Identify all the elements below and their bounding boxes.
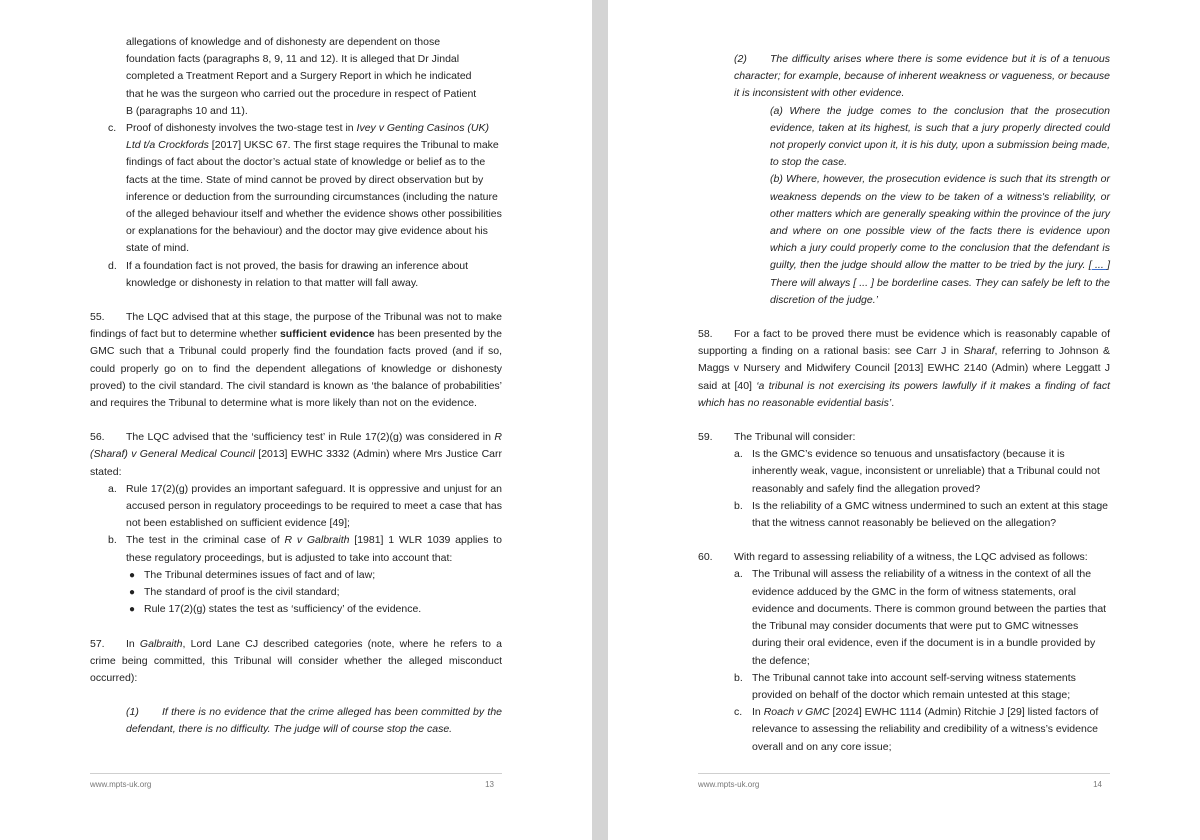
page-footer: [90, 773, 502, 789]
page-footer: [698, 773, 1110, 789]
paragraph-55: 55. The LQC advised that at this stage, the purpose of the Tribunal was not to make findings of fact but to determine whether sufficient evidence has been presented by the GMC such that a Tribunal could properly find the foundation facts proved (and if so, could properly go on to find the dependent allegations of knowledge or dishonesty proved) to the civil standard. The civil standard is known as ‘the balance of probabilities’ and requires the Tribunal to determine what is more likely than not on the evidence.: [90, 311, 503, 410]
paragraph-60-item-a: a. The Tribunal will assess the reliability of a witness in the context of all the evidence adduced by the GMC in the form of witness statements, oral evidence and documents. There is common ground between the parties that the Tribunal may consider documents that were put to GMC witnesses during their oral evidence, even if the document is in a bundle provided by the defence;: [734, 568, 1107, 667]
paragraph-58: 58. For a fact to be proved there must be evidence which is reasonably capable of supporting a finding on a rational basis: see Carr J in Sharaf, referring to Johnson & Maggs v Nursery and Midwifery Council [2013] EWHC 2140 (Admin) where Leggatt J said at [40] ‘a tribunal is not exercising its powers lawfully if it makes a finding of fact which has no reasonable evidential basis’.: [698, 328, 1111, 409]
bullet-item: ● The Tribunal determines issues of fact and of law;: [90, 567, 502, 584]
intro-continuation: allegations of knowledge and of dishonesty are dependent on those foundation facts (paragraphs 8, 9, 11 and 12). It is alleged that Dr Jindal completed a Treatment Report and a Surgery Report in which he indicated that he was the surgeon who carried out the procedure in respect of Patient B (paragraphs 10 and 11).: [126, 36, 477, 117]
paragraph-56-item-a: a. Rule 17(2)(g) provides an important safeguard. It is oppressive and unjust for an accused person in regulatory proceedings to be required to meet a case that has not been established on sufficient evidence [49];: [108, 482, 502, 530]
paragraph-57: 57. In Galbraith, Lord Lane CJ described categories (note, where he refers to a crime being committed, this Tribunal will consider whether the alleged misconduct occurred):: [90, 637, 502, 684]
bullet-item: ● The standard of proof is the civil standard;: [90, 584, 502, 601]
page-number: 13: [485, 780, 494, 789]
bullet-dot-icon: ●: [129, 569, 136, 581]
list-item-c: c. Proof of dishonesty involves the two-stage test in Ivey v Genting Casinos (UK) Ltd t/a Crockfords [2017] UKSC 67. The first stage requires the Tribunal to make findings of fact about the doctor’s actual state of knowledge or belief as to the facts at the time. State of mind cannot be proved by direct observation but by inference or deduction from the surrounding circumstances (including the nature of the alleged behaviour itself and whether the evidence shows other possibilities or explanations for the behaviour) and the doctor may give evidence about his state of mind.: [108, 122, 502, 255]
paragraph-60: 60. With regard to assessing reliability of a witness, the LQC advised as follows:: [698, 551, 1088, 564]
galbraith-quote-2a: (a) Where the judge comes to the conclusion that the prosecution evidence, taken at its highest, is such that a jury properly directed could not properly convict upon it, it is his duty, upon a submission being made, to stop the case.: [770, 104, 1110, 169]
paragraph-56: 56. The LQC advised that the ‘sufficiency test’ in Rule 17(2)(g) was considered in R (Sharaf) v General Medical Council [2013] EWHC 3332 (Admin) where Mrs Justice Carr stated:: [90, 431, 502, 478]
bullet-dot-icon: ●: [129, 587, 136, 599]
document-page-14: [608, 0, 1200, 840]
page-13-body: [90, 34, 502, 739]
bullet-item: ● Rule 17(2)(g) states the test as ‘sufficiency’ of the evidence.: [90, 601, 502, 618]
paragraph-59-item-b: b. Is the reliability of a GMC witness undermined to such an extent at this stage that the witness cannot reasonably be believed on the allegation?: [734, 499, 1109, 530]
galbraith-quote-2: (2) The difficulty arises where there is some evidence but it is of a tenuous character; for example, because of inherent weakness or vagueness, or because it is inconsistent with other evidence.: [734, 53, 1110, 100]
bullet-dot-icon: ●: [129, 604, 136, 616]
footer-site: www.mpts-uk.org: [90, 780, 152, 789]
page-14-body: [698, 51, 1110, 756]
document-page-13: [0, 0, 592, 840]
paragraph-60-item-b: b. The Tribunal cannot take into account self-serving witness statements provided on behalf of the doctor which remain untested at this stage;: [734, 671, 1076, 701]
galbraith-quote-2b: (b) Where, however, the prosecution evidence is such that its strength or weakness depends on the view to be taken of a witness's reliability, or other matters which are generally speaking within the province of the jury and where on one possible view of the facts there is evidence upon which a jury could properly come to the conclusion that the defendant is guilty, then the judge should allow the matter to be tried by the jury. [ ... ] There will always [ ... ] be borderline cases. They can safely be left to the discretion of the judge.’: [770, 173, 1110, 306]
footer-site: www.mpts-uk.org: [698, 780, 760, 789]
list-item-d: d. If a foundation fact is not proved, the basis for drawing an inference about knowledge or dishonesty in relation to that matter will fall away.: [108, 259, 469, 289]
galbraith-quote-1: (1) If there is no evidence that the crime alleged has been committed by the defendant, there is no difficulty. The judge will of course stop the case.: [126, 706, 502, 736]
paragraph-59: 59. The Tribunal will consider:: [698, 431, 856, 444]
paragraph-60-item-c: c. In Roach v GMC [2024] EWHC 1114 (Admin) Ritchie J [29] listed factors of relevance to assessing the reliability and credibility of a witness’s evidence overall and on any core issue;: [734, 706, 1099, 753]
paragraph-56-item-b: b. The test in the criminal case of R v Galbraith [1981] 1 WLR 1039 applies to these regulatory proceedings, but is adjusted to take into account that:: [108, 534, 502, 564]
paragraph-59-item-a: a. Is the GMC’s evidence so tenuous and unsatisfactory (because it is inherently weak, vague, inconsistent or unreliable) that a Tribunal could not reasonably and safely find the allegation proved?: [734, 448, 1100, 495]
page-number: 14: [1093, 780, 1102, 789]
